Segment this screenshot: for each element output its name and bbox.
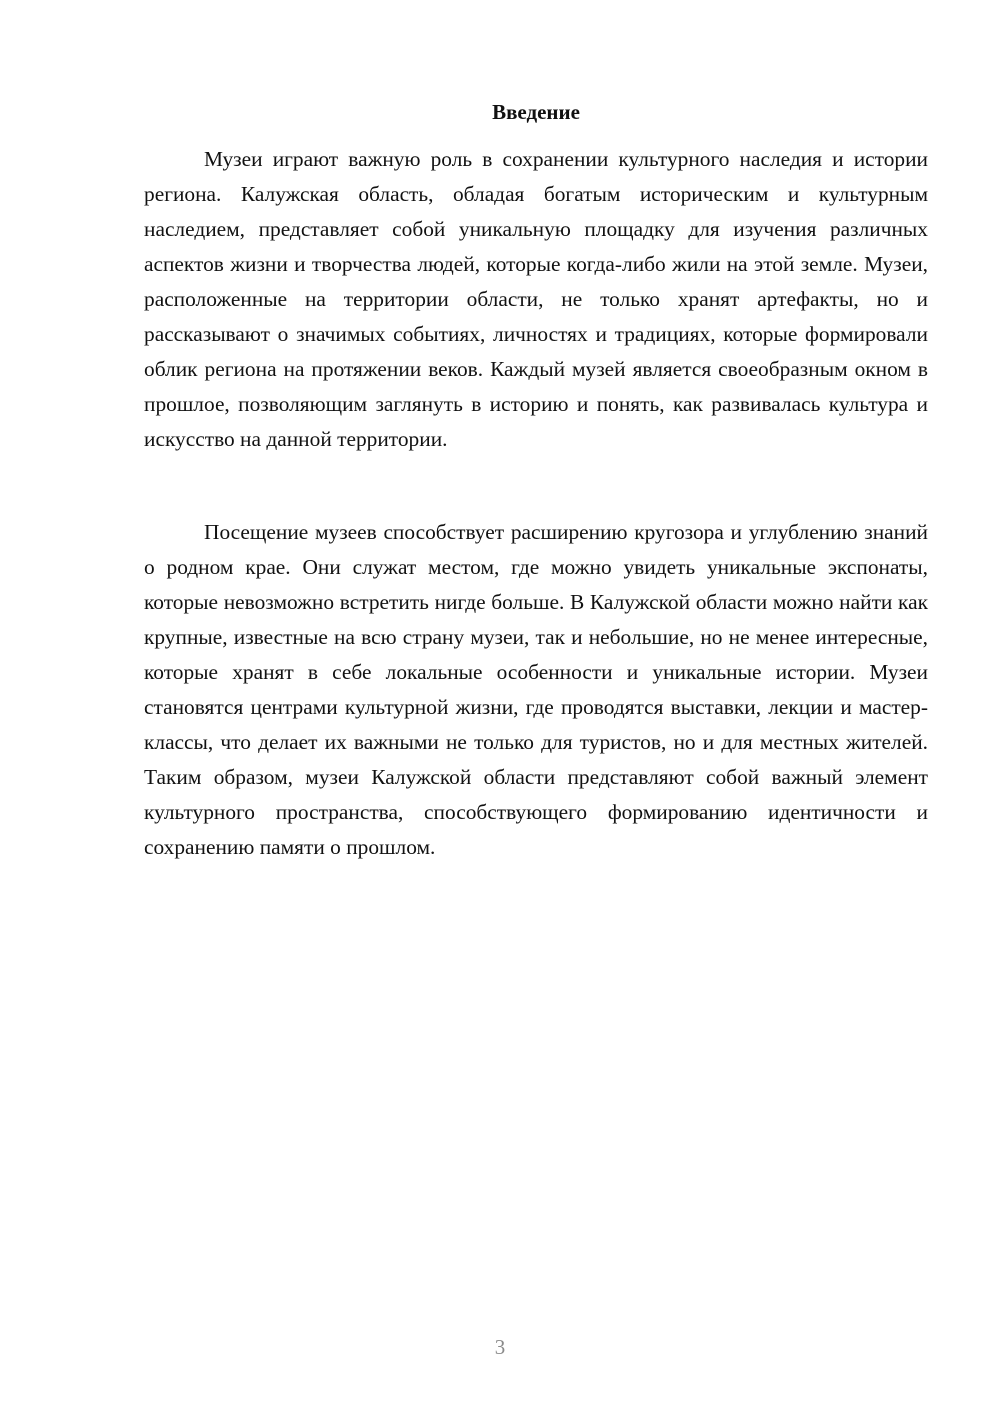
paragraph-2: Посещение музеев способствует расширению кругозора и углублению знаний о родном крае. Они служат местом, где можно увидеть уникальные экспонаты, которые невозможно встретить нигде больше. В Калужской области можно найти как крупные, известные на всю страну музеи, так и небольшие, но не менее интересные, которые хранят в себе локальные особенности и уникальные истории. Музеи становятся центрами культурной жизни, где проводятся выставки, лекции и мастер-классы, что делает их важными не только для туристов, но и для местных жителей. Таким образом, музеи Калужской области представляют собой важный элемент культурного пространства, способствующего формированию идентичности и сохранению памяти о прошлом.: [144, 520, 928, 859]
paragraph-1: Музеи играют важную роль в сохранении культурного наследия и истории региона. Калужская область, обладая богатым историческим и культурным наследием, представляет собой уникальную площадку для изучения различных аспектов жизни и творчества людей, которые когда-либо жили на этой земле. Музеи, расположенные на территории области, не только хранят артефакты, но и рассказывают о значимых событиях, личностях и традициях, которые формировали облик региона на протяжении веков. Каждый музей является своеобразным окном в прошлое, позволяющим заглянуть в историю и понять, как развивалась культура и искусство на данной территории.: [144, 147, 928, 451]
section-heading: Введение: [492, 100, 580, 124]
page-number: 3: [494, 1335, 506, 1359]
